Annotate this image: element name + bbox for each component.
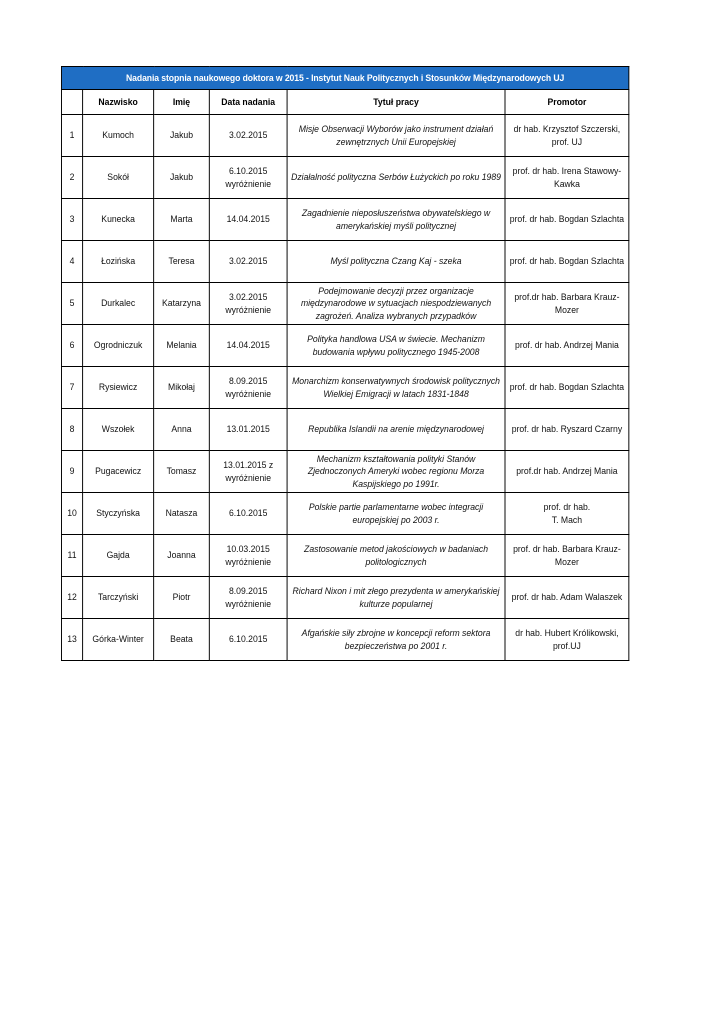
row-number: 12 (61, 577, 82, 619)
table-row (61, 451, 628, 493)
date-cell: 3.02.2015 (209, 241, 287, 283)
surname-cell: Kumoch (83, 115, 154, 157)
table-title: Nadania stopnia naukowego doktora w 2015 - Instytut Nauk Politycznych i Stosunków Międzynarodowych UJ (61, 67, 628, 90)
surname-cell: Gajda (83, 535, 154, 577)
date-cell: 10.03.2015 wyróżnienie (209, 535, 287, 577)
name-cell: Anna (154, 409, 210, 451)
header-title: Tytuł pracy (287, 90, 505, 115)
surname-cell: Durkalec (83, 283, 154, 325)
surname-cell: Styczyńska (83, 493, 154, 535)
supervisor-cell: prof. dr hab. Andrzej Mania (505, 325, 629, 367)
thesis-title-cell: Myśl polityczna Czang Kaj - szeka (287, 241, 505, 283)
table-row (61, 409, 628, 451)
name-cell: Mikołaj (154, 367, 210, 409)
table-body (61, 115, 628, 661)
thesis-title-cell: Richard Nixon i mit złego prezydenta w amerykańskiej kulturze popularnej (287, 577, 505, 619)
name-cell: Teresa (154, 241, 210, 283)
row-number: 7 (61, 367, 82, 409)
supervisor-cell: prof. dr hab. Bogdan Szlachta (505, 241, 629, 283)
name-cell: Marta (154, 199, 210, 241)
date-cell: 14.04.2015 (209, 325, 287, 367)
table-row (61, 115, 628, 157)
table-row (61, 199, 628, 241)
thesis-title-cell: Działalność polityczna Serbów Łużyckich po roku 1989 (287, 157, 505, 199)
date-cell: 13.01.2015 (209, 409, 287, 451)
row-number: 3 (61, 199, 82, 241)
surname-cell: Górka-Winter (83, 619, 154, 661)
table-row (61, 619, 628, 661)
surname-cell: Kunecka (83, 199, 154, 241)
row-number: 5 (61, 283, 82, 325)
thesis-title-cell: Podejmowanie decyzji przez organizacje międzynarodowe w sytuacjach niespodziewanych zagrożeń. Analiza wybranych przypadków (287, 283, 505, 325)
table-row (61, 493, 628, 535)
row-number: 1 (61, 115, 82, 157)
date-cell: 6.10.2015 wyróżnienie (209, 157, 287, 199)
supervisor-cell: prof. dr hab. Bogdan Szlachta (505, 367, 629, 409)
name-cell: Piotr (154, 577, 210, 619)
thesis-title-cell: Afgańskie siły zbrojne w koncepcji reform sektora bezpieczeństwa po 2001 r. (287, 619, 505, 661)
doctorate-table (61, 66, 629, 661)
table-row (61, 157, 628, 199)
surname-cell: Ogrodniczuk (83, 325, 154, 367)
thesis-title-cell: Republika Islandii na arenie międzynarodowej (287, 409, 505, 451)
surname-cell: Łozińska (83, 241, 154, 283)
date-cell: 14.04.2015 (209, 199, 287, 241)
thesis-title-cell: Zagadnienie nieposłuszeństwa obywatelskiego w amerykańskiej myśli politycznej (287, 199, 505, 241)
thesis-title-cell: Mechanizm kształtowania polityki Stanów Zjednoczonych Ameryki wobec regionu Morza Kaspijskiego po 1991r. (287, 451, 505, 493)
supervisor-cell: prof. dr hab. Bogdan Szlachta (505, 199, 629, 241)
date-cell: 6.10.2015 (209, 493, 287, 535)
row-number: 9 (61, 451, 82, 493)
supervisor-cell: prof. dr hab. Ryszard Czarny (505, 409, 629, 451)
table-row (61, 577, 628, 619)
row-number: 2 (61, 157, 82, 199)
header-name: Imię (154, 90, 210, 115)
date-cell: 3.02.2015 wyróżnienie (209, 283, 287, 325)
name-cell: Melania (154, 325, 210, 367)
date-cell: 6.10.2015 (209, 619, 287, 661)
name-cell: Natasza (154, 493, 210, 535)
date-cell: 3.02.2015 (209, 115, 287, 157)
surname-cell: Pugacewicz (83, 451, 154, 493)
thesis-title-cell: Monarchizm konserwatywnych środowisk politycznych Wielkiej Emigracji w latach 1831-1848 (287, 367, 505, 409)
name-cell: Jakub (154, 115, 210, 157)
header-date: Data nadania (209, 90, 287, 115)
table-title-row (61, 67, 628, 90)
header-surname: Nazwisko (83, 90, 154, 115)
row-number: 4 (61, 241, 82, 283)
supervisor-cell: prof.dr hab. Andrzej Mania (505, 451, 629, 493)
table-row (61, 283, 628, 325)
name-cell: Joanna (154, 535, 210, 577)
supervisor-cell: prof. dr hab. Irena Stawowy-Kawka (505, 157, 629, 199)
supervisor-cell: prof. dr hab. Adam Walaszek (505, 577, 629, 619)
table-row (61, 535, 628, 577)
header-supervisor: Promotor (505, 90, 629, 115)
header-number (61, 90, 82, 115)
row-number: 11 (61, 535, 82, 577)
supervisor-cell: prof. dr hab. T. Mach (505, 493, 629, 535)
supervisor-cell: dr hab. Krzysztof Szczerski, prof. UJ (505, 115, 629, 157)
surname-cell: Tarczyński (83, 577, 154, 619)
surname-cell: Wszołek (83, 409, 154, 451)
date-cell: 8.09.2015 wyróżnienie (209, 367, 287, 409)
date-cell: 13.01.2015 z wyróżnienie (209, 451, 287, 493)
header-row (61, 90, 628, 115)
date-cell: 8.09.2015 wyróżnienie (209, 577, 287, 619)
table-row (61, 367, 628, 409)
row-number: 10 (61, 493, 82, 535)
table-row (61, 241, 628, 283)
surname-cell: Sokół (83, 157, 154, 199)
name-cell: Beata (154, 619, 210, 661)
surname-cell: Rysiewicz (83, 367, 154, 409)
table-row (61, 325, 628, 367)
supervisor-cell: dr hab. Hubert Królikowski, prof.UJ (505, 619, 629, 661)
thesis-title-cell: Polskie partie parlamentarne wobec integracji europejskiej po 2003 r. (287, 493, 505, 535)
row-number: 8 (61, 409, 82, 451)
name-cell: Tomasz (154, 451, 210, 493)
thesis-title-cell: Zastosowanie metod jakościowych w badaniach politologicznych (287, 535, 505, 577)
row-number: 6 (61, 325, 82, 367)
name-cell: Jakub (154, 157, 210, 199)
thesis-title-cell: Misje Obserwacji Wyborów jako instrument działań zewnętrznych Unii Europejskiej (287, 115, 505, 157)
supervisor-cell: prof. dr hab. Barbara Krauz-Mozer (505, 535, 629, 577)
supervisor-cell: prof.dr hab. Barbara Krauz-Mozer (505, 283, 629, 325)
name-cell: Katarzyna (154, 283, 210, 325)
row-number: 13 (61, 619, 82, 661)
thesis-title-cell: Polityka handlowa USA w świecie. Mechanizm budowania wpływu politycznego 1945-2008 (287, 325, 505, 367)
